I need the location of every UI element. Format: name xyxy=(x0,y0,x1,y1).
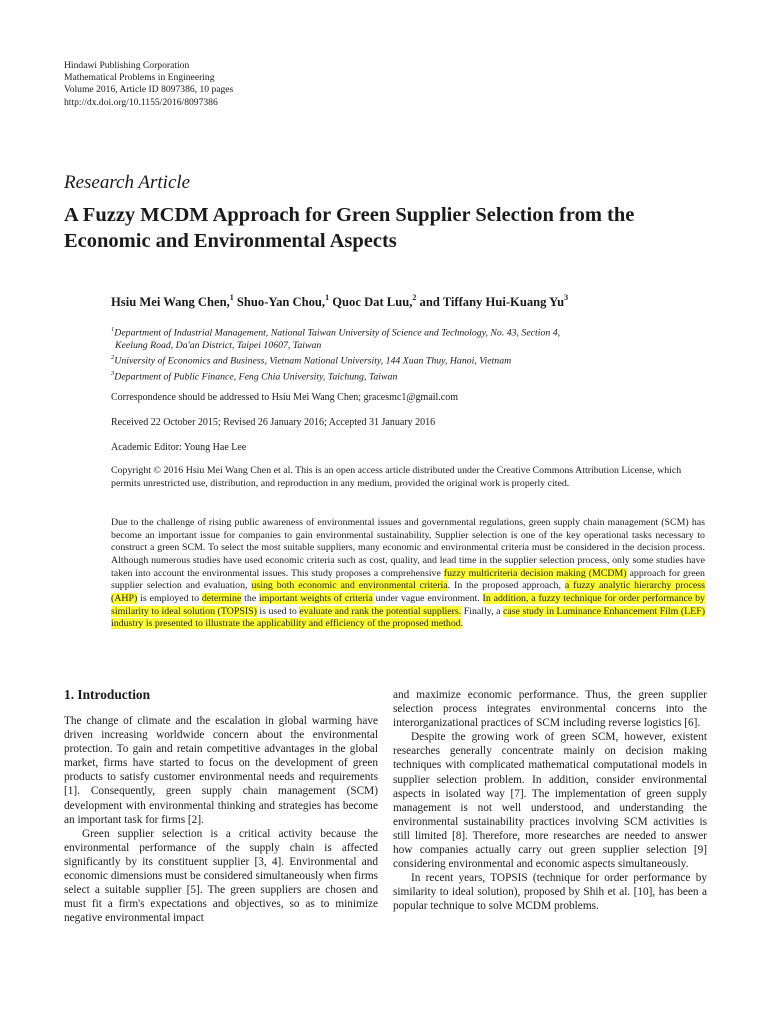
article-type: Research Article xyxy=(64,172,191,193)
highlighted-text: a fuzzy analytic hierarchy process (AHP) xyxy=(111,580,705,604)
highlighted-text: important weights of criteria xyxy=(259,592,373,604)
highlighted-text: determine xyxy=(201,592,242,604)
highlighted-text: evaluate and rank the potential suppliers. xyxy=(299,605,462,617)
journal-name: Mathematical Problems in Engineering xyxy=(64,72,215,84)
abstract-text: Finally, a xyxy=(461,605,503,617)
affiliation xyxy=(111,324,711,340)
left-column xyxy=(64,686,378,925)
highlighted-text: using both economic and environmental criteria xyxy=(251,580,448,592)
highlighted-text: fuzzy multicriteria decision making (MCDM) xyxy=(443,567,627,579)
paragraph: In recent years, TOPSIS (technique for order performance by similarity to ideal solution), proposed by Shih et al. [10], has been a popular technique to solve MCDM problems. xyxy=(393,872,707,913)
affiliation-number: 2 xyxy=(111,354,115,362)
abstract-text: under vague environment. xyxy=(372,592,483,604)
journal-header xyxy=(64,60,233,109)
section-heading: 1. Introduction xyxy=(64,687,151,702)
paragraph: The change of climate and the escalation in global warming have driven increasing worldwide concern about the environmental protection. To gain and retain competitive advantages in the global market, firms have started to focus on the development of green products to satisfy customer environmental needs and requirements [1]. Consequently, green supply chain management (SCM) development with environmental thinking and strategies has become an important task for firms [2]. xyxy=(64,715,378,826)
paragraph: Green supplier selection is a critical activity because the environmental performance of the supply chain is affected significantly by its constituent supplier [3, 4]. Environmental and economic dimensions must be considered simultaneously when firms select a suitable supplier [5]. The green suppliers are chosen and must fit a firm's expectations and objectives, so as to minimize negative environmental impact xyxy=(64,827,378,925)
publisher: Hindawi Publishing Corporation xyxy=(64,60,190,71)
affiliation-continued: Keelung Road, Da'an District, Taipei 10607, Taiwan xyxy=(115,339,322,351)
received-dates: Received 22 October 2015; Revised 26 January 2016; Accepted 31 January 2016 xyxy=(111,417,436,428)
affiliations xyxy=(111,324,711,384)
abstract-text: approach for green supplier selection and evaluation, xyxy=(111,567,705,592)
highlighted-text: In addition, a fuzzy technique for order performance by similarity to ideal solution (TOPSIS) xyxy=(111,592,705,617)
affiliation-number: 3 xyxy=(111,370,115,378)
copyright-notice: Copyright © 2016 Hsiu Mei Wang Chen et al. This is an open access article distributed under the Creative Commons Attribution License, which permits unrestricted use, distribution, and reproduction in any medium, provided the original work is properly cited. xyxy=(111,465,682,489)
highlighted-text: case study in Luminance Enhancement Film (LEF) industry is presented to illustrate the applicability and efficiency of the proposed method xyxy=(111,605,705,630)
volume-info: Volume 2016, Article ID 8097386, 10 pages xyxy=(64,84,234,96)
author-affil-number: 2 xyxy=(412,293,417,302)
author-name: Quoc Dat Luu, xyxy=(329,295,413,310)
author-name: Shuo-Yan Chou, xyxy=(233,295,326,310)
affiliation-text: University of Economics and Business, Vietnam National University, 144 Xuan Thuy, Hanoi, Vietnam xyxy=(114,355,512,367)
affiliation xyxy=(111,368,711,384)
author-affil-number: 1 xyxy=(229,293,234,302)
right-column xyxy=(393,688,707,914)
abstract-text: is used to xyxy=(256,605,300,617)
affiliation xyxy=(111,352,711,368)
paragraph: and maximize economic performance. Thus, the green supplier selection process integrates environmental concerns into the interorganizational practices of SCM including reverse logistics [6]. xyxy=(393,689,707,730)
author-affil-number: 3 xyxy=(564,293,569,302)
article-title: A Fuzzy MCDM Approach for Green Supplier Selection from the Economic and Environmental Aspects xyxy=(64,204,635,252)
abstract xyxy=(111,517,705,631)
author-list xyxy=(111,294,568,310)
abstract-text: is employed to xyxy=(137,592,202,604)
affiliation-number: 1 xyxy=(111,326,115,333)
affiliation-text: Department of Public Finance, Feng Chia University, Taichung, Taiwan xyxy=(114,371,398,383)
doi-link[interactable]: http://dx.doi.org/10.1155/2016/8097386 xyxy=(64,96,218,108)
paragraph: Despite the growing work of green SCM, however, existent researches generally concentrate mainly on decision making techniques with complicated mathematical computational models in supplier selection problem. In addition, consider environmental aspects in isolated way [7]. The implementation of green supply management is not well understood, and understanding the environmental sustainability practices involving SCM activities is still limited [8]. Therefore, more researches are needed to answer how companies actually carry out green supplier selection [9] considering environmental and economic aspects simultaneously. xyxy=(393,731,707,871)
author-affil-number: 1 xyxy=(325,293,330,302)
abstract-text: the xyxy=(241,592,260,604)
affiliation-text: Department of Industrial Management, National Taiwan University of Science and Technology, No. 43, Section 4, xyxy=(114,327,561,339)
author-name: and Tiffany Hui-Kuang Yu xyxy=(416,295,565,310)
academic-editor: Academic Editor: Young Hae Lee xyxy=(111,442,247,453)
abstract-text: . In the proposed approach, xyxy=(447,580,565,592)
abstract-text: . xyxy=(460,618,464,630)
author-name: Hsiu Mei Wang Chen, xyxy=(111,295,230,310)
abstract-text: Due to the challenge of rising public awareness of environmental issues and governmental regulations, green supply chain management (SCM) has become an important issue for companies to gain environmental sustainability. Supplier selection is one of the key operational tasks necessary to construct a green SCM. To select the most suitable suppliers, many economic and environmental criteria must be considered in the decision process. Although numerous studies have used economic criteria such as cost, quality, and lead time in the supplier selection process, only some studies have taken into account the environmental issues. This study proposes a comprehensive xyxy=(111,517,705,579)
correspondence: Correspondence should be addressed to Hsiu Mei Wang Chen; gracesmc1@gmail.com xyxy=(111,392,459,403)
